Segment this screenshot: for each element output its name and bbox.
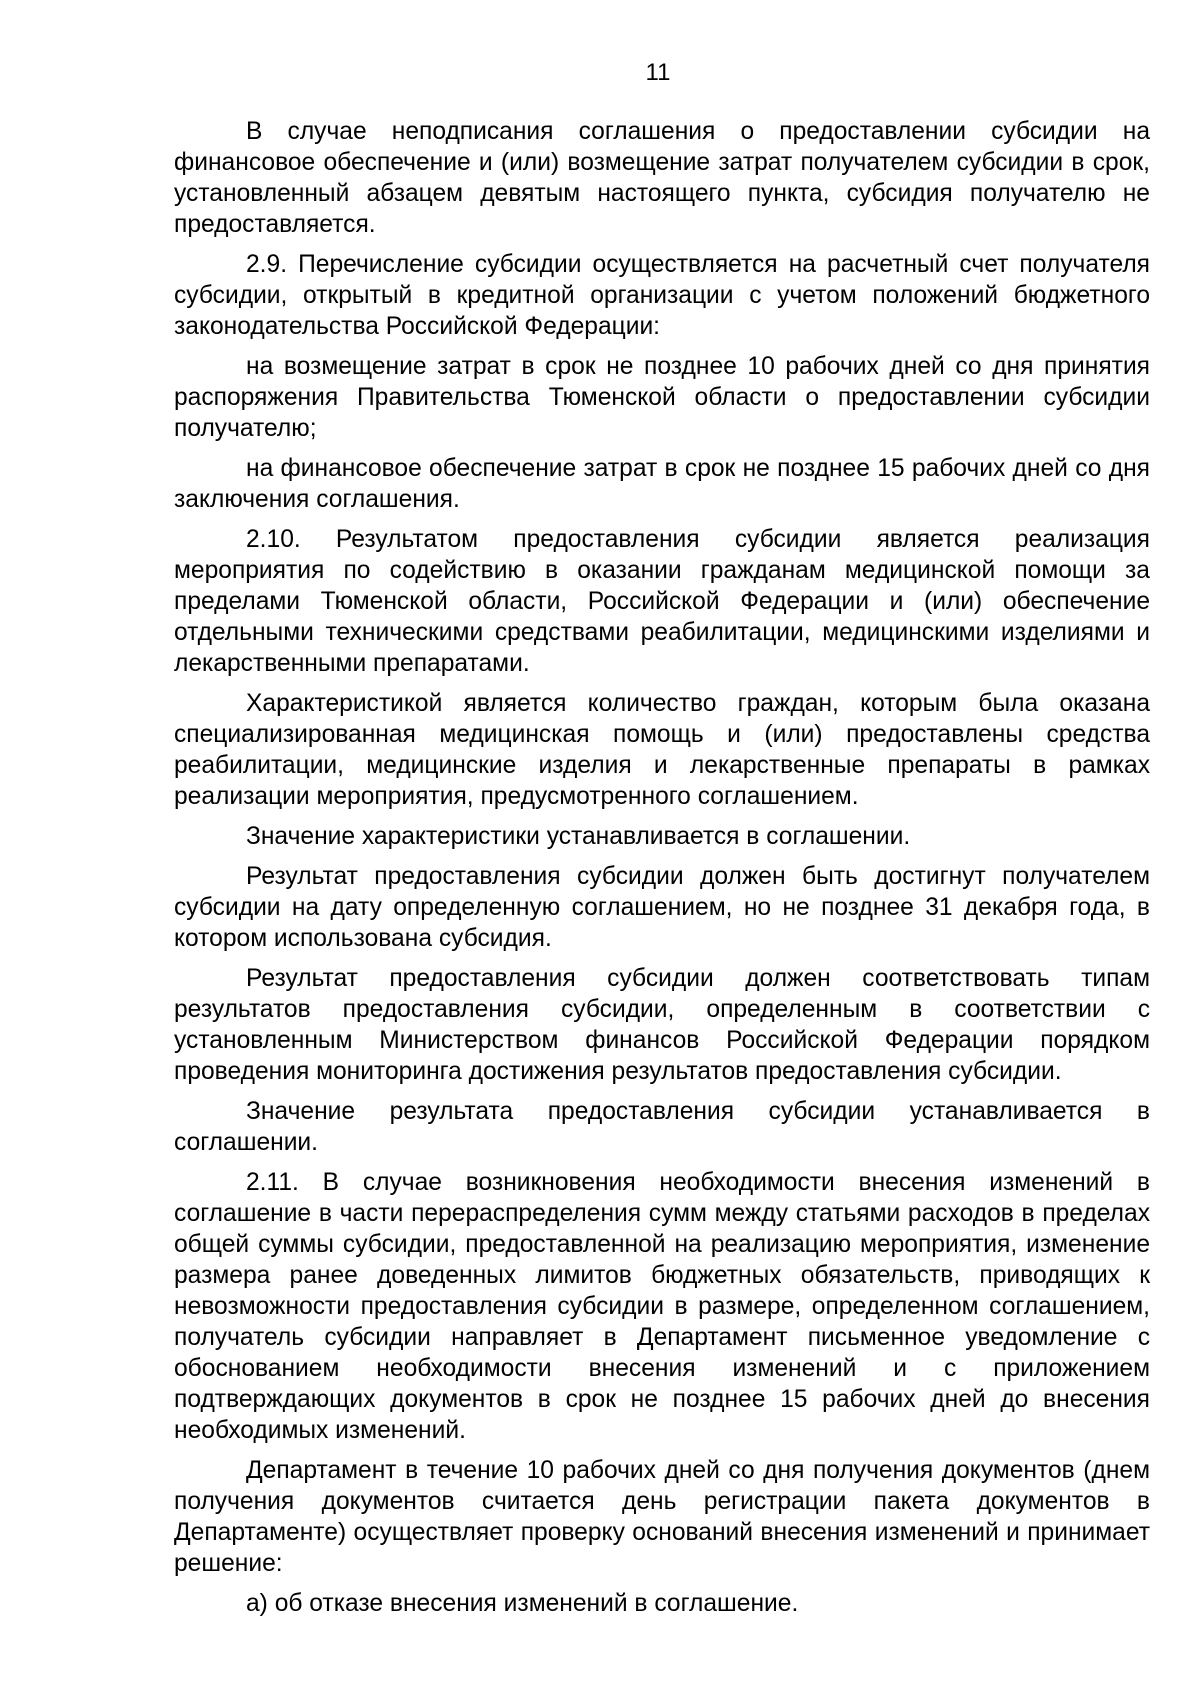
page-number: 11: [645, 59, 671, 86]
paragraph-characteristic: Характеристикой является количество граждан, которым была оказана специализированная медицинская помощь и (или) предоставлены средства реабилитации, медицинские изделия и лекарственные препараты в рамках реализации мероприятия, предусмотренного соглашением.: [174, 690, 1150, 810]
paragraph-result-value: Значение результата предоставления субсидии устанавливается в соглашении.: [174, 1098, 1150, 1156]
document-body: [174, 116, 1150, 1628]
paragraph-characteristic-value: Значение характеристики устанавливается в соглашении.: [246, 823, 911, 850]
paragraph-2-9-transfer: 2.9. Перечисление субсидии осуществляется на расчетный счет получателя субсидии, открытый в кредитной организации с учетом положений бюджетного законодательства Российской Федерации:: [174, 251, 1150, 340]
paragraph-reimbursement-term: на возмещение затрат в срок не позднее 10 рабочих дней со дня принятия распоряжения Правительства Тюменской области о предоставлении субсидии получателю;: [174, 353, 1150, 442]
paragraph-refusal-option: а) об отказе внесения изменений в соглашение.: [246, 1590, 799, 1617]
paragraph-financing-term: на финансовое обеспечение затрат в срок не позднее 15 рабочих дней со дня заключения соглашения.: [174, 455, 1150, 513]
paragraph-2-10-result: 2.10. Результатом предоставления субсидии является реализация мероприятия по содействию в оказании гражданам медицинской помощи за пределами Тюменской области, Российской Федерации и (или) обеспечение отдельными техническими средствами реабилитации, медицинскими изделиями и лекарственными препаратами.: [174, 526, 1150, 677]
paragraph-2-11-changes: 2.11. В случае возникновения необходимости внесения изменений в соглашение в части перераспределения сумм между статьями расходов в пределах общей суммы субсидии, предоставленной на реализацию мероприятия, изменение размера ранее доведенных лимитов бюджетных обязательств, приводящих к невозможности предоставления субсидии в размере, определенном соглашением, получатель субсидии направляет в Департамент письменное уведомление с обоснованием необходимости внесения изменений и с приложением подтверждающих документов в срок не позднее 15 рабочих дней до внесения необходимых изменений.: [174, 1169, 1150, 1444]
paragraph-result-types: Результат предоставления субсидии должен соответствовать типам результатов предоставления субсидии, определенным в соответствии с установленным Министерством финансов Российской Федерации порядком проведения мониторинга достижения результатов предоставления субсидии.: [174, 965, 1150, 1085]
paragraph-department-review: Департамент в течение 10 рабочих дней со дня получения документов (днем получения документов считается день регистрации пакета документов в Департаменте) осуществляет проверку оснований внесения изменений и принимает решение:: [174, 1457, 1150, 1577]
paragraph-unsigned-agreement: В случае неподписания соглашения о предоставлении субсидии на финансовое обеспечение и (или) возмещение затрат получателем субсидии в срок, установленный абзацем девятым настоящего пункта, субсидия получателю не предоставляется.: [174, 118, 1150, 238]
paragraph-result-deadline: Результат предоставления субсидии должен быть достигнут получателем субсидии на дату определенную соглашением, но не позднее 31 декабря года, в котором использована субсидия.: [174, 863, 1150, 952]
